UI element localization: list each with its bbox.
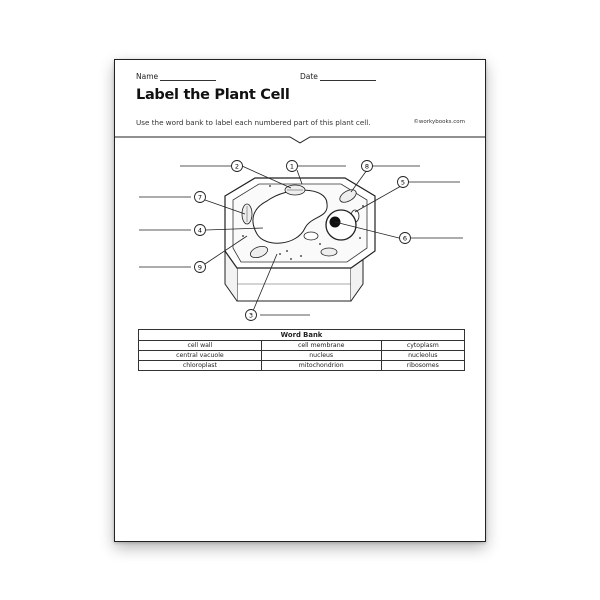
callout-6 [400, 233, 411, 244]
word-bank-term: cytoplasm [381, 341, 464, 351]
svg-text:7: 7 [197, 193, 203, 202]
worksheet-page [114, 59, 486, 542]
word-bank-term: cell wall [139, 341, 262, 351]
instructions: Use the word bank to label each numbered part of this plant cell. [136, 118, 371, 127]
name-line [160, 73, 216, 81]
svg-text:8: 8 [364, 162, 370, 171]
svg-text:5: 5 [400, 178, 406, 187]
word-bank-table [138, 329, 465, 371]
word-bank-term: cell membrane [261, 341, 381, 351]
table-row [139, 351, 465, 361]
plant-cell-diagram [115, 156, 487, 331]
callout-3 [246, 310, 257, 321]
callout-2 [232, 161, 243, 172]
word-bank-term: central vacuole [139, 351, 262, 361]
svg-text:9: 9 [197, 263, 203, 272]
svg-text:2: 2 [234, 162, 240, 171]
table-row [139, 341, 465, 351]
table-row [139, 361, 465, 371]
svg-text:6: 6 [402, 234, 408, 243]
brand-credit: ©workybooks.com [413, 119, 465, 125]
svg-text:4: 4 [197, 226, 203, 235]
word-bank-heading: Word Bank [139, 330, 465, 341]
word-bank-term: nucleus [261, 351, 381, 361]
page-title: Label the Plant Cell [136, 87, 290, 103]
name-label: Name [136, 72, 159, 81]
callout-5 [398, 177, 409, 188]
word-bank-term: mitochondrion [261, 361, 381, 371]
date-field[interactable] [300, 72, 376, 81]
date-line [320, 73, 376, 81]
callout-4 [195, 225, 206, 236]
date-label: Date [300, 72, 318, 81]
svg-text:3: 3 [248, 311, 254, 320]
word-bank-term: chloroplast [139, 361, 262, 371]
word-bank-term: nucleolus [381, 351, 464, 361]
cell-illustration [225, 178, 375, 301]
name-field[interactable] [136, 72, 216, 81]
callout-7 [195, 192, 206, 203]
section-divider [115, 131, 485, 145]
svg-text:1: 1 [289, 162, 295, 171]
callout-9 [195, 262, 206, 273]
callout-8 [362, 161, 373, 172]
word-bank-term: ribosomes [381, 361, 464, 371]
callout-1 [287, 161, 298, 172]
